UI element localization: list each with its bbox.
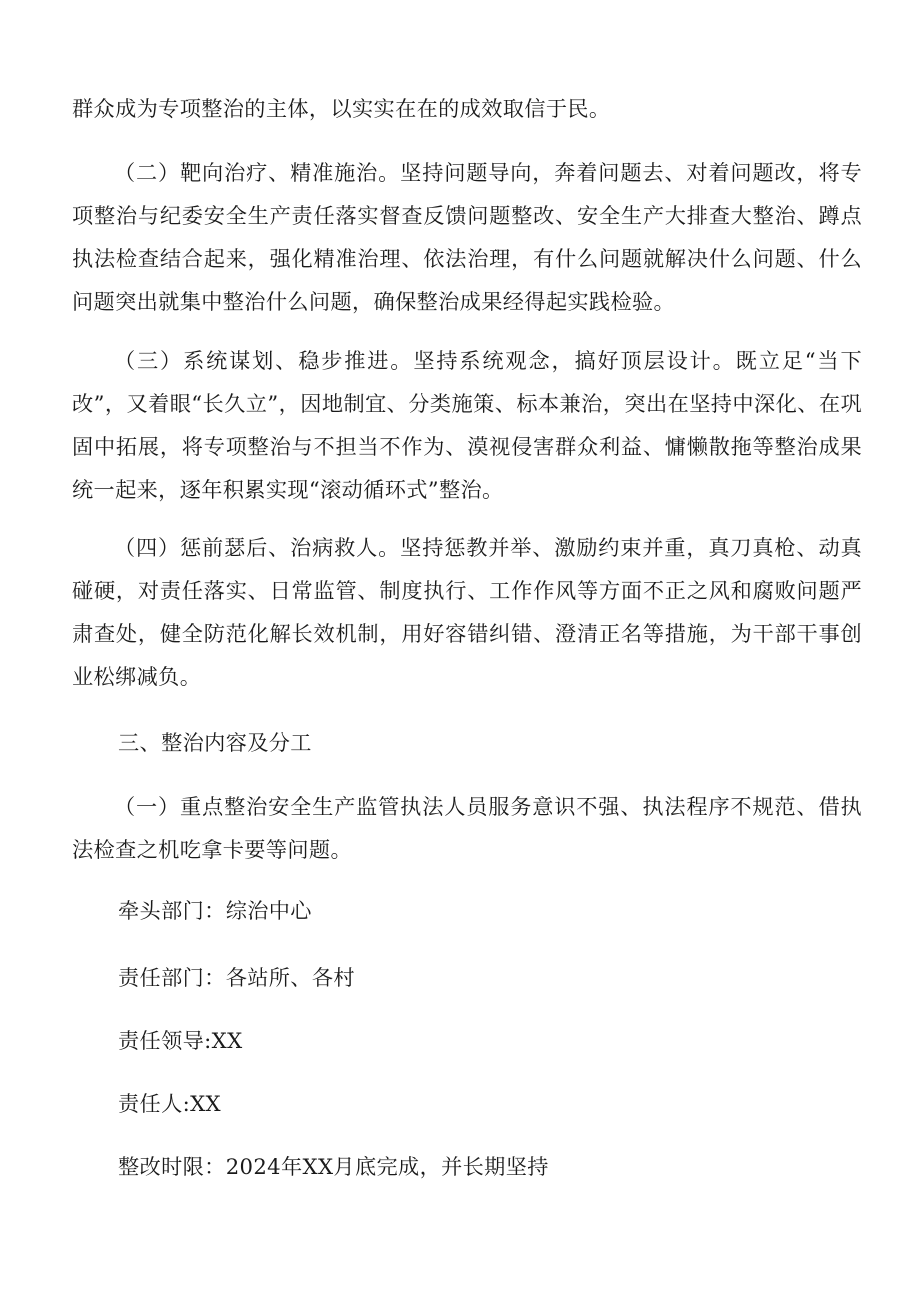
responsible-person: 责任人:XX: [118, 1091, 221, 1116]
section-heading: 三、整治内容及分工: [118, 730, 312, 755]
paragraph-systematic-planning: （三）系统谋划、稳步推进。坚持系统观念，搞好顶层设计。既立足“当下改”，又着眼“长久立”，因地制宜、分类施策、标本兼治，突出在坚持中深化、在巩固中拓展，将专项整治与不担当不作为、漠视侵害群众利益、慵懒散拖等整治成果统一起来，逐年积累实现“滚动循环式”整治。: [72, 348, 862, 502]
paragraph-targeted-treatment: （二）靶向治疗、精准施治。坚持问题导向，奔着问题去、对着问题改，将专项整治与纪委安全生产责任落实督查反馈问题整改、安全生产大排查大整治、蹲点执法检查结合起来，强化精准治理、依法治理，有什么问题就解决什么问题、什么问题突出就集中整治什么问题，确保整治成果经得起实践检验。: [72, 160, 862, 314]
paragraph-intro-continuation: 群众成为专项整治的主体，以实实在在的成效取信于民。: [72, 96, 611, 121]
lead-department: 牵头部门：综治中心: [118, 898, 312, 923]
responsible-leader: 责任领导:XX: [118, 1028, 243, 1053]
paragraph-item-one: （一）重点整治安全生产监管执法人员服务意识不强、执法程序不规范、借执法检查之机吃拿卡要等问题。: [72, 794, 862, 862]
responsible-department: 责任部门：各站所、各村: [118, 965, 355, 990]
paragraph-punish-and-cure: （四）惩前瑟后、治病救人。坚持惩教并举、激励约束并重，真刀真枪、动真碰硬，对责任落实、日常监管、制度执行、工作作风等方面不正之风和腐败问题严肃查处，健全防范化解长效机制，用好容错纠错、澄清正名等措施，为干部干事创业松绑减负。: [72, 535, 862, 689]
deadline: 整改时限：2024年XX月底完成，并长期坚持: [118, 1154, 549, 1179]
